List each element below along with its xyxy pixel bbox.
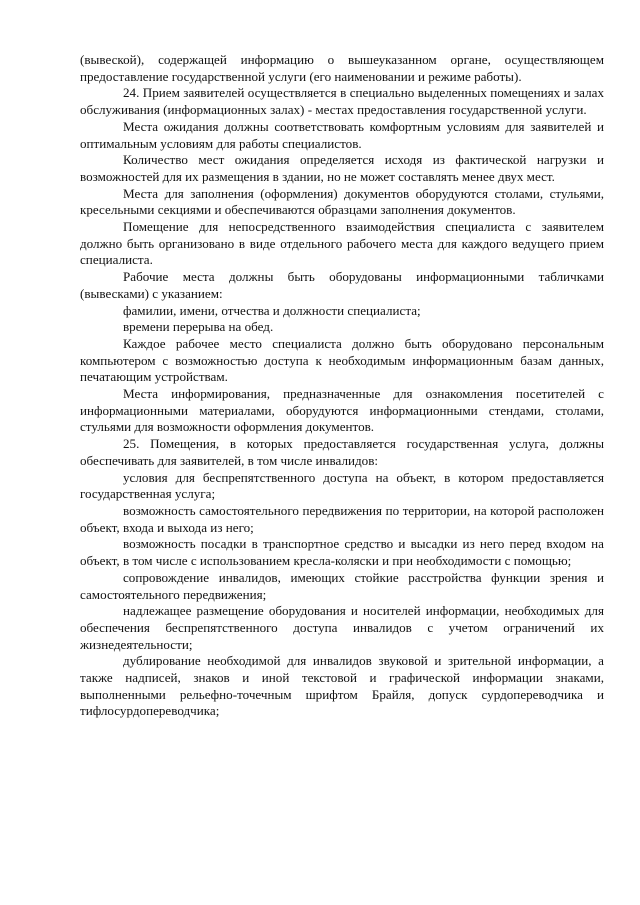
paragraph-info-places: Места информирования, предназначенные для ознакомления посетителей с информационными материалами, оборудуются информационными стендами, столами, стульями для возможности оформления документов. (80, 386, 604, 435)
paragraph-access-conditions: условия для беспрепятственного доступа на объект, в котором предоставляется государственная услуга; (80, 469, 604, 502)
paragraph-escort: сопровождение инвалидов, имеющих стойкие расстройства функции зрения и самостоятельного передвижения; (80, 569, 604, 602)
paragraph-waiting-places: Места ожидания должны соответствовать комфортным условиям для заявителей и оптимальным условиям для работы специалистов. (80, 118, 604, 151)
paragraph-interaction-room: Помещение для непосредственного взаимодействия специалиста с заявителем должно быть организовано в виде отдельного рабочего места для каждого ведущего прием специалиста. (80, 219, 604, 268)
paragraph-form-places: Места для заполнения (оформления) документов оборудуются столами, стульями, кресельными секциями и обеспечиваются образцами заполнения документов. (80, 185, 604, 218)
paragraph-continuation: (вывеской), содержащей информацию о вышеуказанном органе, осуществляющем предоставление государственной услуги (его наименовании и режиме работы). (80, 52, 604, 84)
paragraph-transport: возможность посадки в транспортное средство и высадки из него перед входом на объект, в том числе с использованием кресла-коляски и при необходимости с помощью; (80, 536, 604, 569)
paragraph-movement: возможность самостоятельного передвижения по территории, на которой расположен объект, входа и выхода из него; (80, 502, 604, 535)
paragraph-equipment: надлежащее размещение оборудования и носителей информации, необходимых для обеспечения беспрепятственного доступа инвалидов с учетом ограничений их жизнедеятельности; (80, 603, 604, 652)
paragraph-workplace-signs: Рабочие места должны быть оборудованы информационными табличками (вывесками) с указанием: (80, 269, 604, 301)
paragraph-workplace-computer: Каждое рабочее место специалиста должно быть оборудовано персональным компьютером с возможностью доступа к необходимым информационным базам данных, печатающим устройствам. (80, 335, 604, 385)
paragraph-item-25: 25. Помещения, в которых предоставляется государственная услуга, должны обеспечивать для заявителей, в том числе инвалидов: (80, 436, 604, 468)
paragraph-sign-item-name: фамилии, имени, отчества и должности специалиста; (123, 302, 421, 318)
document-page (80, 52, 604, 892)
paragraph-item-24: 24. Прием заявителей осуществляется в специально выделенных помещениях и залах обслуживания (информационных залах) - местах предоставления государственной услуги. (80, 85, 604, 118)
paragraph-sign-item-break: времени перерыва на обед. (123, 319, 274, 335)
paragraph-waiting-count: Количество мест ожидания определяется исходя из фактической нагрузки и возможностей для их размещения в здании, но не может составлять менее двух мест. (80, 152, 604, 184)
paragraph-duplication: дублирование необходимой для инвалидов звуковой и зрительной информации, а также надписей, знаков и иной текстовой и графической информации знаками, выполненными рельефно-точечным шрифтом Брайля, допуск сурдопереводчика и тифлосурдопереводчика; (80, 653, 604, 719)
